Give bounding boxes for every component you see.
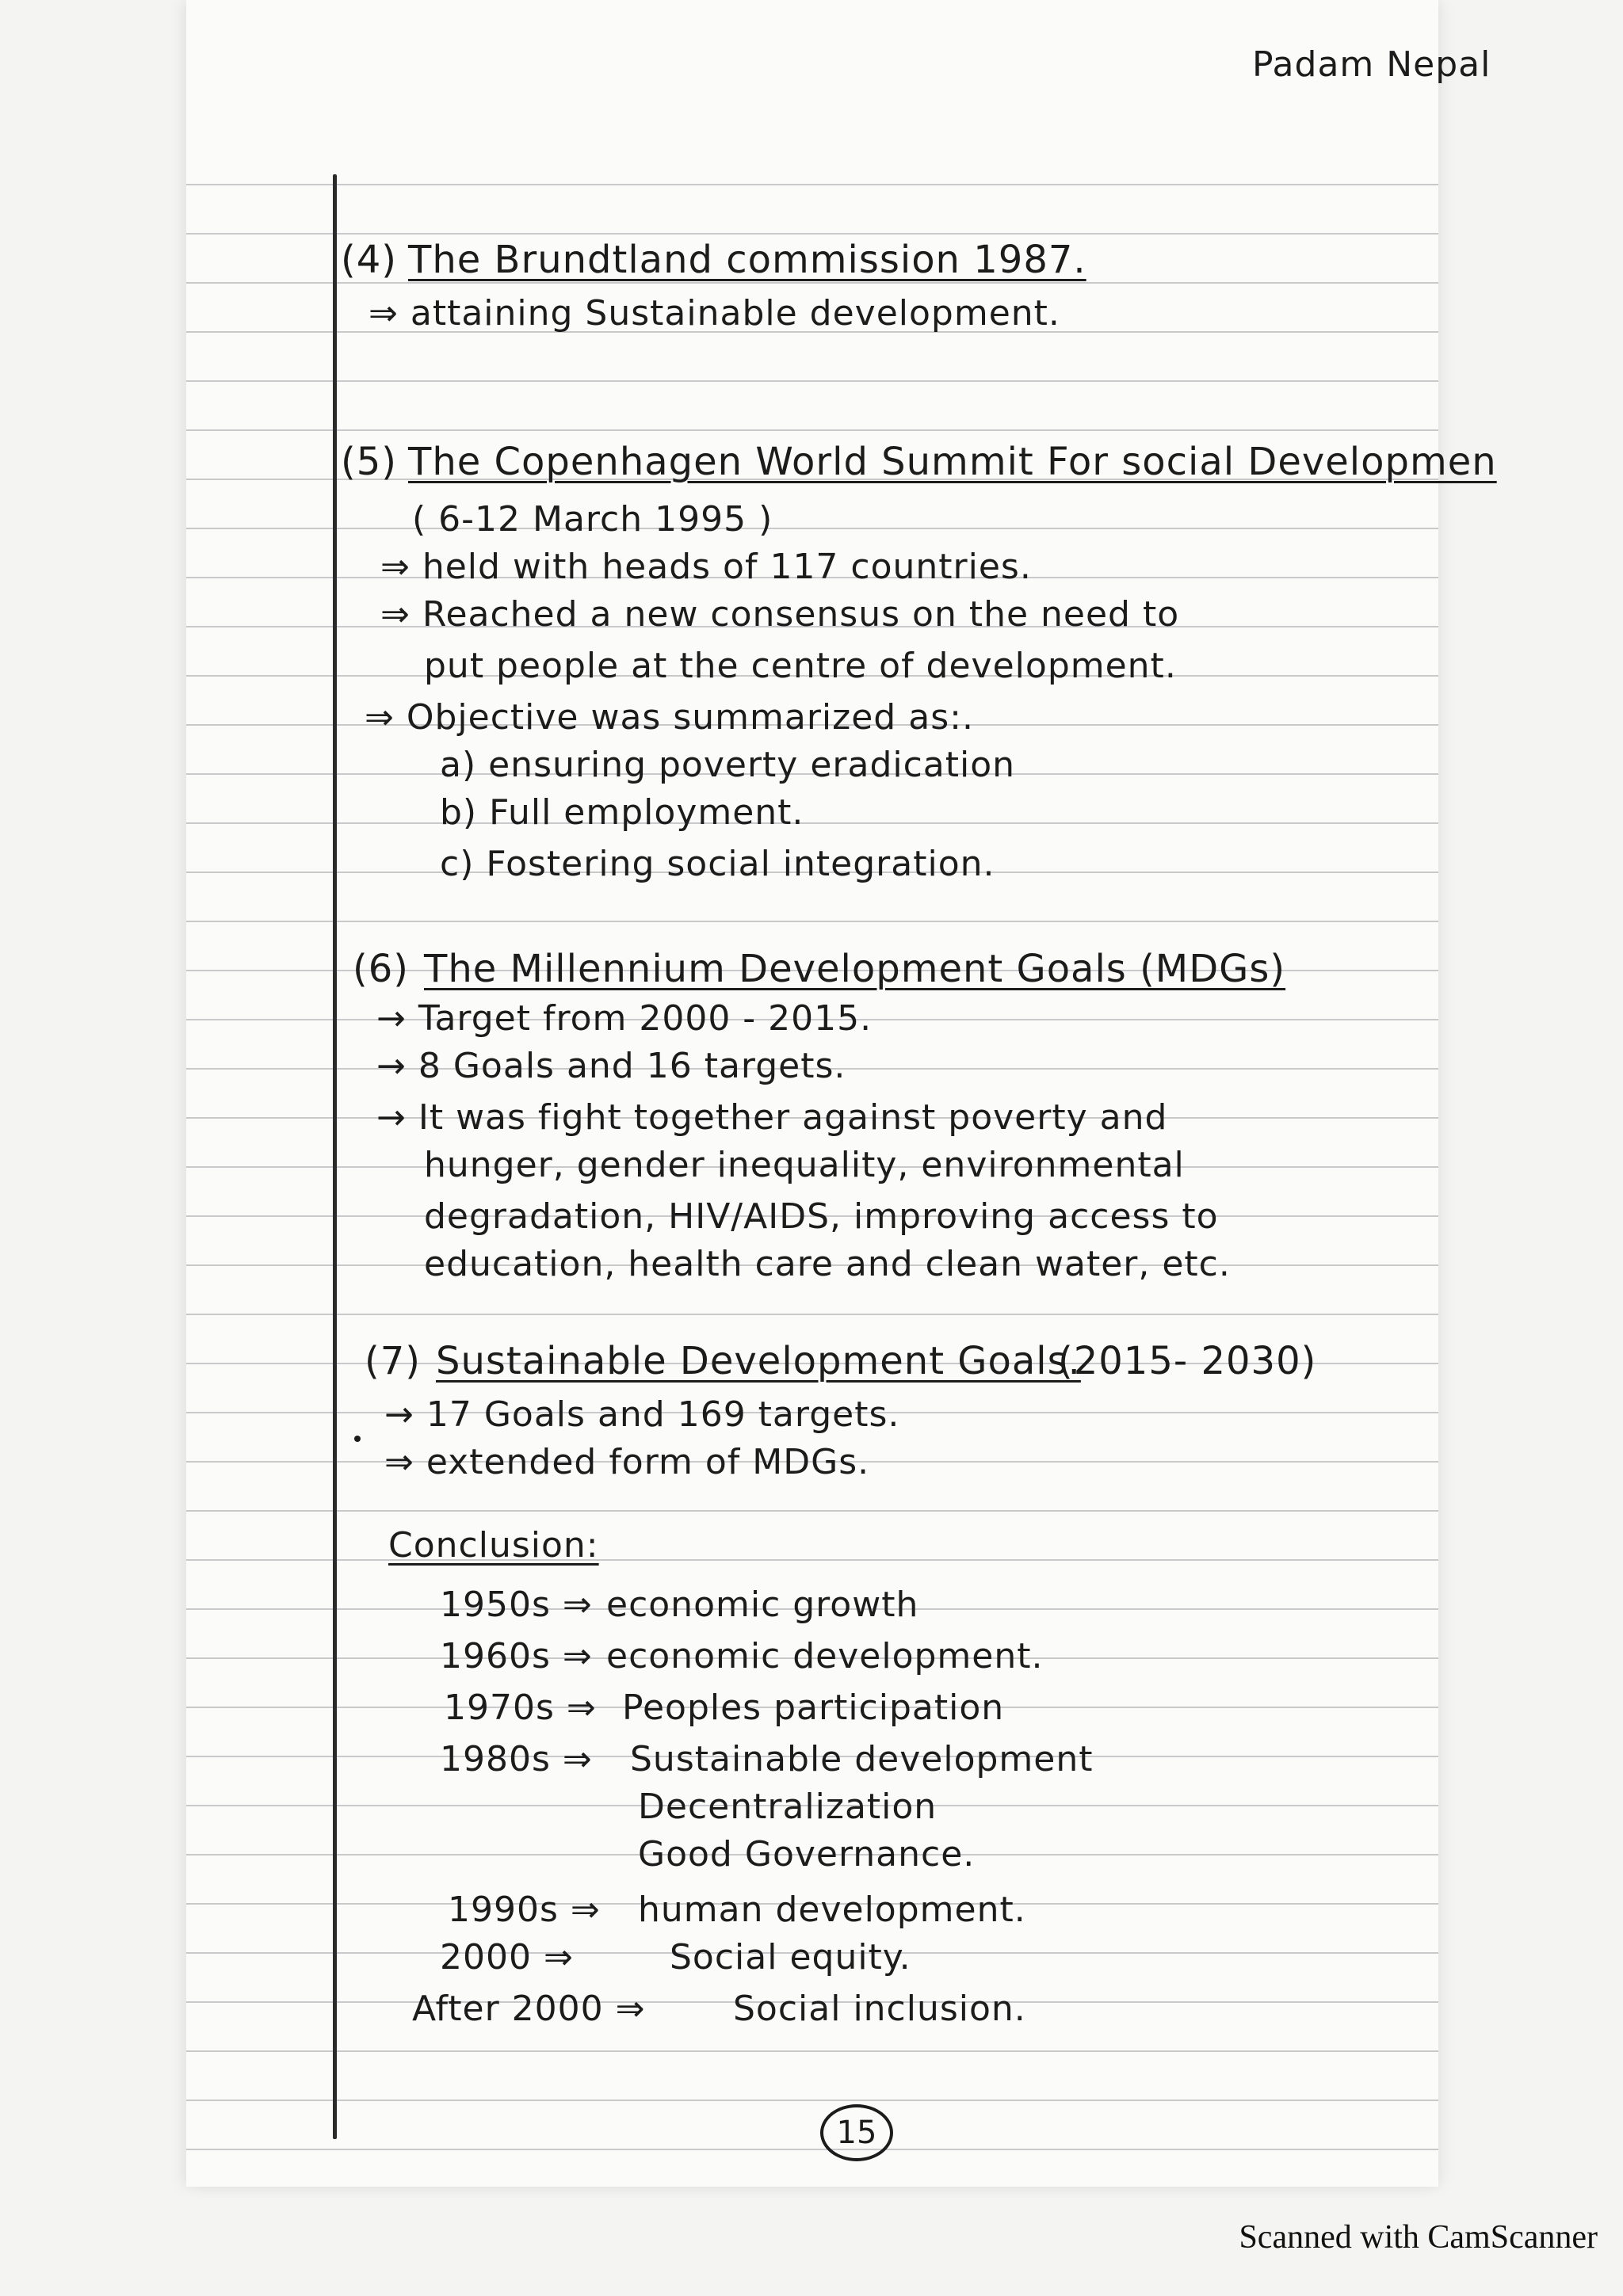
conclusion-period: 1990s ⇒	[448, 1890, 601, 1930]
margin-line	[333, 174, 337, 2139]
scanner-watermark: Scanned with CamScanner	[1239, 2219, 1598, 2256]
section-6-number: (6)	[353, 947, 410, 991]
section-5-date: ( 6-12 March 1995 )	[412, 499, 773, 540]
section-7-period: (2015- 2030)	[1058, 1339, 1317, 1383]
section-5-number: (5)	[341, 440, 398, 484]
section-6-point: degradation, HIV/AIDS, improving access to	[424, 1196, 1219, 1237]
conclusion-item: human development.	[638, 1890, 1026, 1930]
ruled-line	[186, 2149, 1438, 2150]
conclusion-period: 1970s ⇒	[444, 1688, 597, 1728]
conclusion-item: Social inclusion.	[733, 1989, 1026, 2029]
ink-dot	[354, 1436, 361, 1442]
ruled-line	[186, 282, 1438, 284]
section-4-title: The Brundtland commission 1987.	[408, 238, 1086, 282]
author-name: Padam Nepal	[1252, 44, 1491, 85]
section-6-point: hunger, gender inequality, environmental	[424, 1145, 1185, 1185]
ruled-line	[186, 2100, 1438, 2101]
section-5-subpoint: a) ensuring poverty eradication	[440, 745, 1016, 785]
ruled-line	[186, 380, 1438, 382]
section-5-title: The Copenhagen World Summit For social Developmen	[408, 440, 1497, 484]
ruled-line	[186, 1510, 1438, 1512]
section-5-point: ⇒ Reached a new consensus on the need to	[380, 594, 1180, 635]
ruled-line	[186, 921, 1438, 922]
section-5-point: put people at the centre of development.	[424, 646, 1177, 686]
page-number: 15	[820, 2104, 893, 2161]
section-5-subpoint: b) Full employment.	[440, 792, 804, 833]
section-6-title: The Millennium Development Goals (MDGs)	[424, 947, 1286, 991]
ruled-line	[186, 822, 1438, 824]
section-6-point: → 8 Goals and 16 targets.	[376, 1046, 846, 1086]
section-5-point: ⇒ held with heads of 117 countries.	[380, 547, 1032, 587]
section-4-number: (4)	[341, 238, 398, 282]
conclusion-item: Decentralization	[638, 1787, 938, 1827]
conclusion-period: 1960s ⇒	[440, 1636, 593, 1676]
section-6-point: education, health care and clean water, etc.	[424, 1244, 1231, 1284]
ruled-line	[186, 233, 1438, 235]
conclusion-item: Peoples participation	[622, 1688, 1005, 1728]
ruled-line	[186, 1314, 1438, 1315]
conclusion-period: 1980s ⇒	[440, 1739, 593, 1779]
ruled-line	[186, 184, 1438, 185]
conclusion-item: economic development.	[606, 1636, 1044, 1676]
section-7-title: Sustainable Development Goals.	[436, 1339, 1081, 1383]
conclusion-item: Sustainable development	[630, 1739, 1094, 1779]
section-5-point: ⇒ Objective was summarized as:.	[365, 697, 974, 738]
conclusion-item: Social equity.	[670, 1937, 911, 1978]
section-6-point: → Target from 2000 - 2015.	[376, 998, 873, 1039]
section-6-point: → It was fight together against poverty and	[376, 1097, 1168, 1138]
ruled-line	[186, 429, 1438, 431]
section-5-subpoint: c) Fostering social integration.	[440, 844, 995, 884]
conclusion-period: 2000 ⇒	[440, 1937, 574, 1978]
ruled-line	[186, 528, 1438, 529]
section-7-point: → 17 Goals and 169 targets.	[384, 1394, 900, 1435]
section-4-point: ⇒ attaining Sustainable development.	[369, 293, 1060, 334]
ruled-line	[186, 2050, 1438, 2052]
conclusion-item: Good Governance.	[638, 1834, 976, 1875]
section-7-number: (7)	[365, 1339, 422, 1383]
conclusion-period: After 2000 ⇒	[412, 1989, 646, 2029]
section-7-point: ⇒ extended form of MDGs.	[384, 1442, 870, 1482]
conclusion-period: 1950s ⇒	[440, 1585, 593, 1625]
conclusion-item: economic growth	[606, 1585, 919, 1625]
ruled-line	[186, 1559, 1438, 1561]
conclusion-heading: Conclusion:	[388, 1525, 599, 1566]
notebook-page	[186, 0, 1497, 2187]
